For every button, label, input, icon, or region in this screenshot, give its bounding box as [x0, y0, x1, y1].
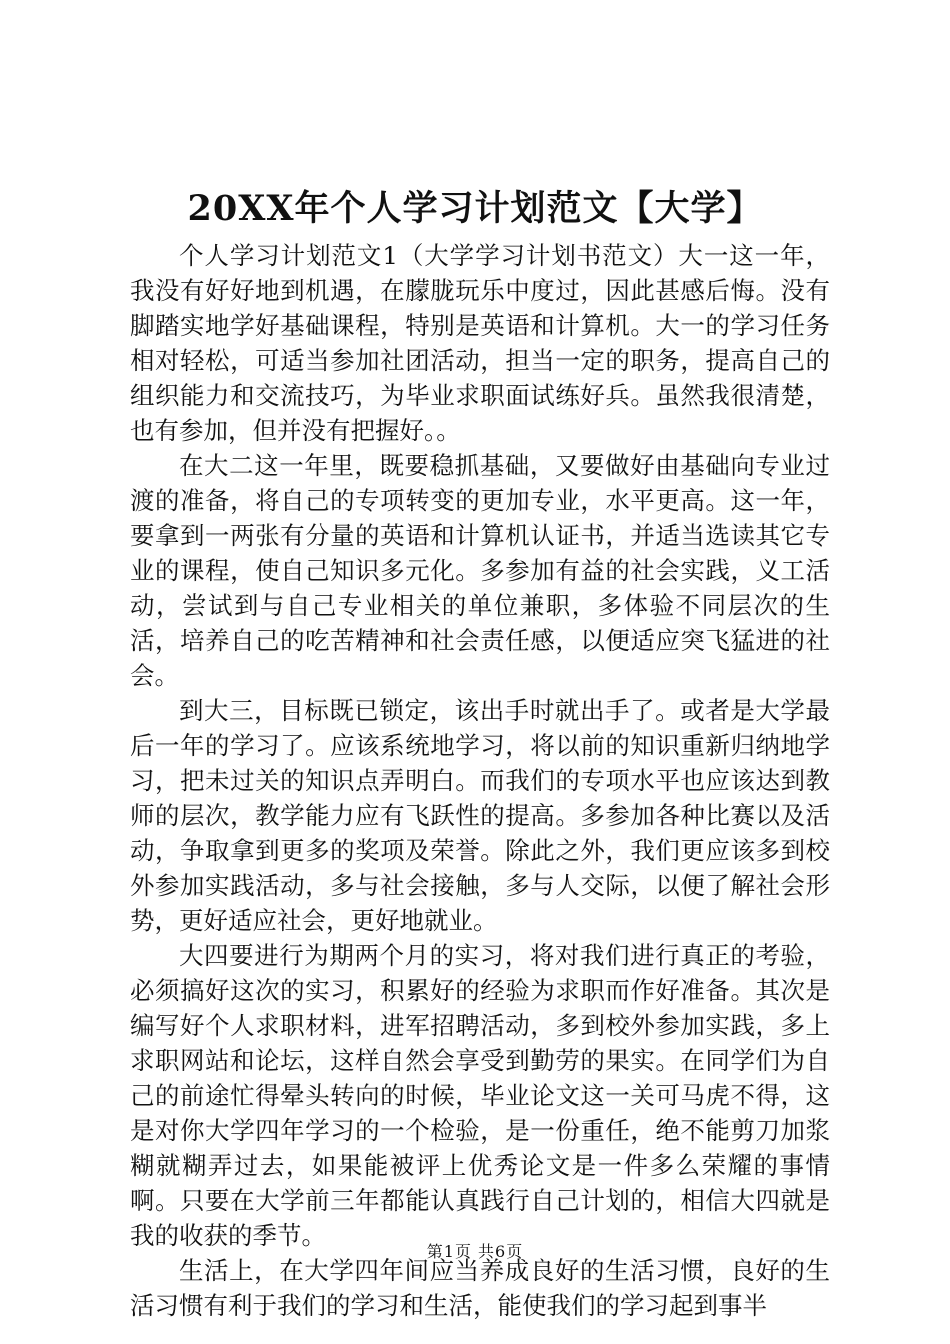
- paragraph: 在大二这一年里，既要稳抓基础，又要做好由基础向专业过渡的准备，将自己的专项转变的更加专业，水平更高。这一年，要拿到一两张有分量的英语和计算机认证书，并适当选读其它专业的课程，使自己知识多元化。多参加有益的社会实践，义工活动，尝试到与自己专业相关的单位兼职，多体验不同层次的生活，培养自己的吃苦精神和社会责任感，以便适应突飞猛进的社会。: [130, 451, 830, 690]
- paragraph: 个人学习计划范文1（大学学习计划书范文）大一这一年，我没有好好地到机遇，在朦胧玩乐中度过，因此甚感后悔。没有脚踏实地学好基础课程，特别是英语和计算机。大一的学习任务相对轻松，可适当参加社团活动，担当一定的职务，提高自己的组织能力和交流技巧，为毕业求职面试练好兵。虽然我很清楚，也有参加，但并没有把握好。。: [130, 241, 830, 445]
- paragraph: 大四要进行为期两个月的实习，将对我们进行真正的考验，必须搞好这次的实习，积累好的经验为求职而作好准备。其次是编写好个人求职材料，进军招聘活动，多到校外参加实践，多上求职网站和论坛，这样自然会享受到勤劳的果实。在同学们为自己的前途忙得晕头转向的时候，毕业论文这一关可马虎不得，这是对你大学四年学习的一个检验，是一份重任，绝不能剪刀加浆糊就糊弄过去，如果能被评上优秀论文是一件多么荣耀的事情啊。只要在大学前三年都能认真践行自己计划的，相信大四就是我的收获的季节。: [130, 941, 830, 1250]
- document-title: 20XX年个人学习计划范文【大学】: [187, 188, 763, 229]
- page-number-footer: 第1页 共6页: [426, 1242, 524, 1261]
- paragraph: 生活上，在大学四年间应当养成良好的生活习惯，良好的生活习惯有利于我们的学习和生活，能使我们的学习起到事半: [130, 1256, 830, 1320]
- paragraph: 到大三，目标既已锁定，该出手时就出手了。或者是大学最后一年的学习了。应该系统地学习，将以前的知识重新归纳地学习，把未过关的知识点弄明白。而我们的专项水平也应该达到教师的层次，教学能力应有飞跃性的提高。多参加各种比赛以及活动，争取拿到更多的奖项及荣誉。除此之外，我们更应该多到校外参加实践活动，多与社会接触，多与人交际，以便了解社会形势，更好适应社会，更好地就业。: [130, 696, 830, 935]
- document-body: [130, 238, 830, 1323]
